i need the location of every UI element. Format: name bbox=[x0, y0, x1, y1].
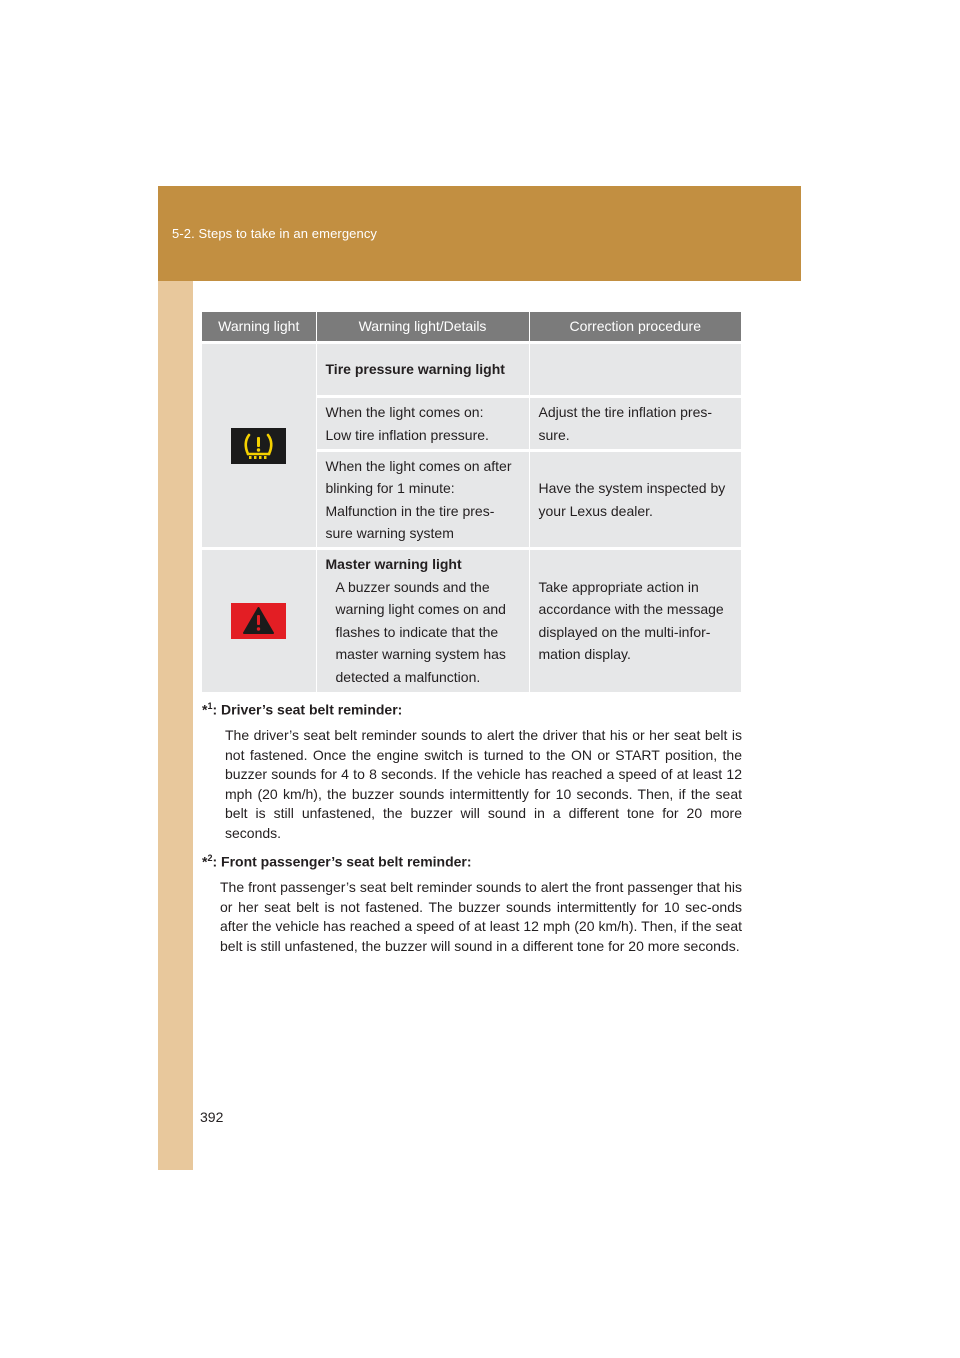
tire-pressure-warning-icon bbox=[231, 428, 286, 464]
note-marker: * bbox=[202, 701, 208, 718]
tire-row1-procedure-line: Adjust the tire inflation pres- bbox=[538, 404, 713, 420]
master-detail-line: A buzzer sounds and the bbox=[335, 578, 490, 595]
note-number: 2 bbox=[207, 853, 213, 863]
page-number: 392 bbox=[200, 1109, 224, 1125]
master-detail-line: master warning system has bbox=[335, 646, 506, 663]
tire-pressure-title: Tire pressure warning light bbox=[316, 343, 529, 397]
master-detail bbox=[316, 549, 529, 692]
master-warning-icon bbox=[231, 603, 286, 639]
tire-row1-procedure-line: sure. bbox=[538, 426, 570, 443]
tire-icon-cell bbox=[202, 343, 316, 549]
header-warning-light: Warning light bbox=[202, 312, 316, 343]
tire-row2-procedure-line: Have the system inspected by bbox=[538, 480, 726, 496]
side-strip bbox=[158, 186, 193, 1170]
note-marker: * bbox=[202, 853, 208, 870]
master-warning-title: Master warning light bbox=[325, 556, 462, 573]
master-detail-line: flashes to indicate that the bbox=[335, 623, 499, 640]
section-title: 5-2. Steps to take in an emergency bbox=[172, 226, 378, 241]
tire-row2-detail-line: blinking for 1 minute: bbox=[325, 480, 455, 496]
tire-row1-detail-line: When the light comes on: bbox=[325, 404, 484, 420]
master-procedure bbox=[529, 549, 741, 692]
note-number: 1 bbox=[207, 701, 213, 711]
tire-row2-detail-line: Malfunction in the tire pres- bbox=[325, 502, 495, 519]
note-title: : Driver’s seat belt reminder: bbox=[212, 701, 403, 718]
tire-row2-detail-line: When the light comes on after bbox=[325, 457, 512, 474]
master-icon-cell bbox=[202, 549, 316, 692]
table-header-row bbox=[202, 312, 741, 343]
note-heading bbox=[202, 849, 742, 872]
master-procedure-line: displayed on the multi-infor- bbox=[538, 623, 711, 640]
note-body: The front passenger’s seat belt reminder sounds to alert the front passenger that his or her seat belt is not fastened. The buzzer sounds intermittently for 10 sec-onds after the vehicle has reached a speed of at least 12 mph (20 km/h). Then, if the seat belt is still unfastened, the buzzer will sound in a different tone for 20 more seconds. bbox=[220, 879, 742, 954]
master-procedure-line: Take appropriate action in bbox=[538, 578, 699, 595]
tire-row1-detail-line: Low tire inflation pressure. bbox=[325, 426, 489, 443]
tire-row1-procedure bbox=[529, 397, 741, 451]
tire-row2-detail bbox=[316, 451, 529, 549]
note-body: The driver’s seat belt reminder sounds to alert the driver that his or her seat belt is not fastened. Once the engine switch is turned to the ON or START position, the buzzer sounds for 4 to 8 seconds. If the vehicle has reached a speed of at least 12 mph (20 km/h), the buzzer sounds intermittently for 10 seconds. Then, if the seat belt is still unfastened, the buzzer will sound in a different tone for 20 more seconds. bbox=[225, 727, 742, 841]
driver-seat-belt-note bbox=[202, 697, 742, 843]
header-correction: Correction procedure bbox=[529, 312, 741, 343]
note-title: : Front passenger’s seat belt reminder: bbox=[212, 853, 472, 870]
master-procedure-line: mation display. bbox=[538, 646, 631, 663]
header-details: Warning light/Details bbox=[316, 312, 529, 343]
tire-row1-detail bbox=[316, 397, 529, 451]
table-row bbox=[202, 549, 741, 692]
tire-title-empty-cell bbox=[529, 343, 741, 397]
master-detail-line: detected a malfunction. bbox=[335, 668, 481, 685]
tire-row2-procedure bbox=[529, 451, 741, 549]
tire-row2-detail-line: sure warning system bbox=[325, 525, 454, 541]
warning-light-table bbox=[202, 312, 741, 692]
master-procedure-line: accordance with the message bbox=[538, 601, 724, 618]
passenger-seat-belt-note bbox=[202, 849, 742, 956]
table-row bbox=[202, 343, 741, 397]
master-detail-line: warning light comes on and bbox=[335, 601, 506, 618]
tire-row2-procedure-line: your Lexus dealer. bbox=[538, 502, 653, 519]
note-heading bbox=[202, 697, 742, 720]
